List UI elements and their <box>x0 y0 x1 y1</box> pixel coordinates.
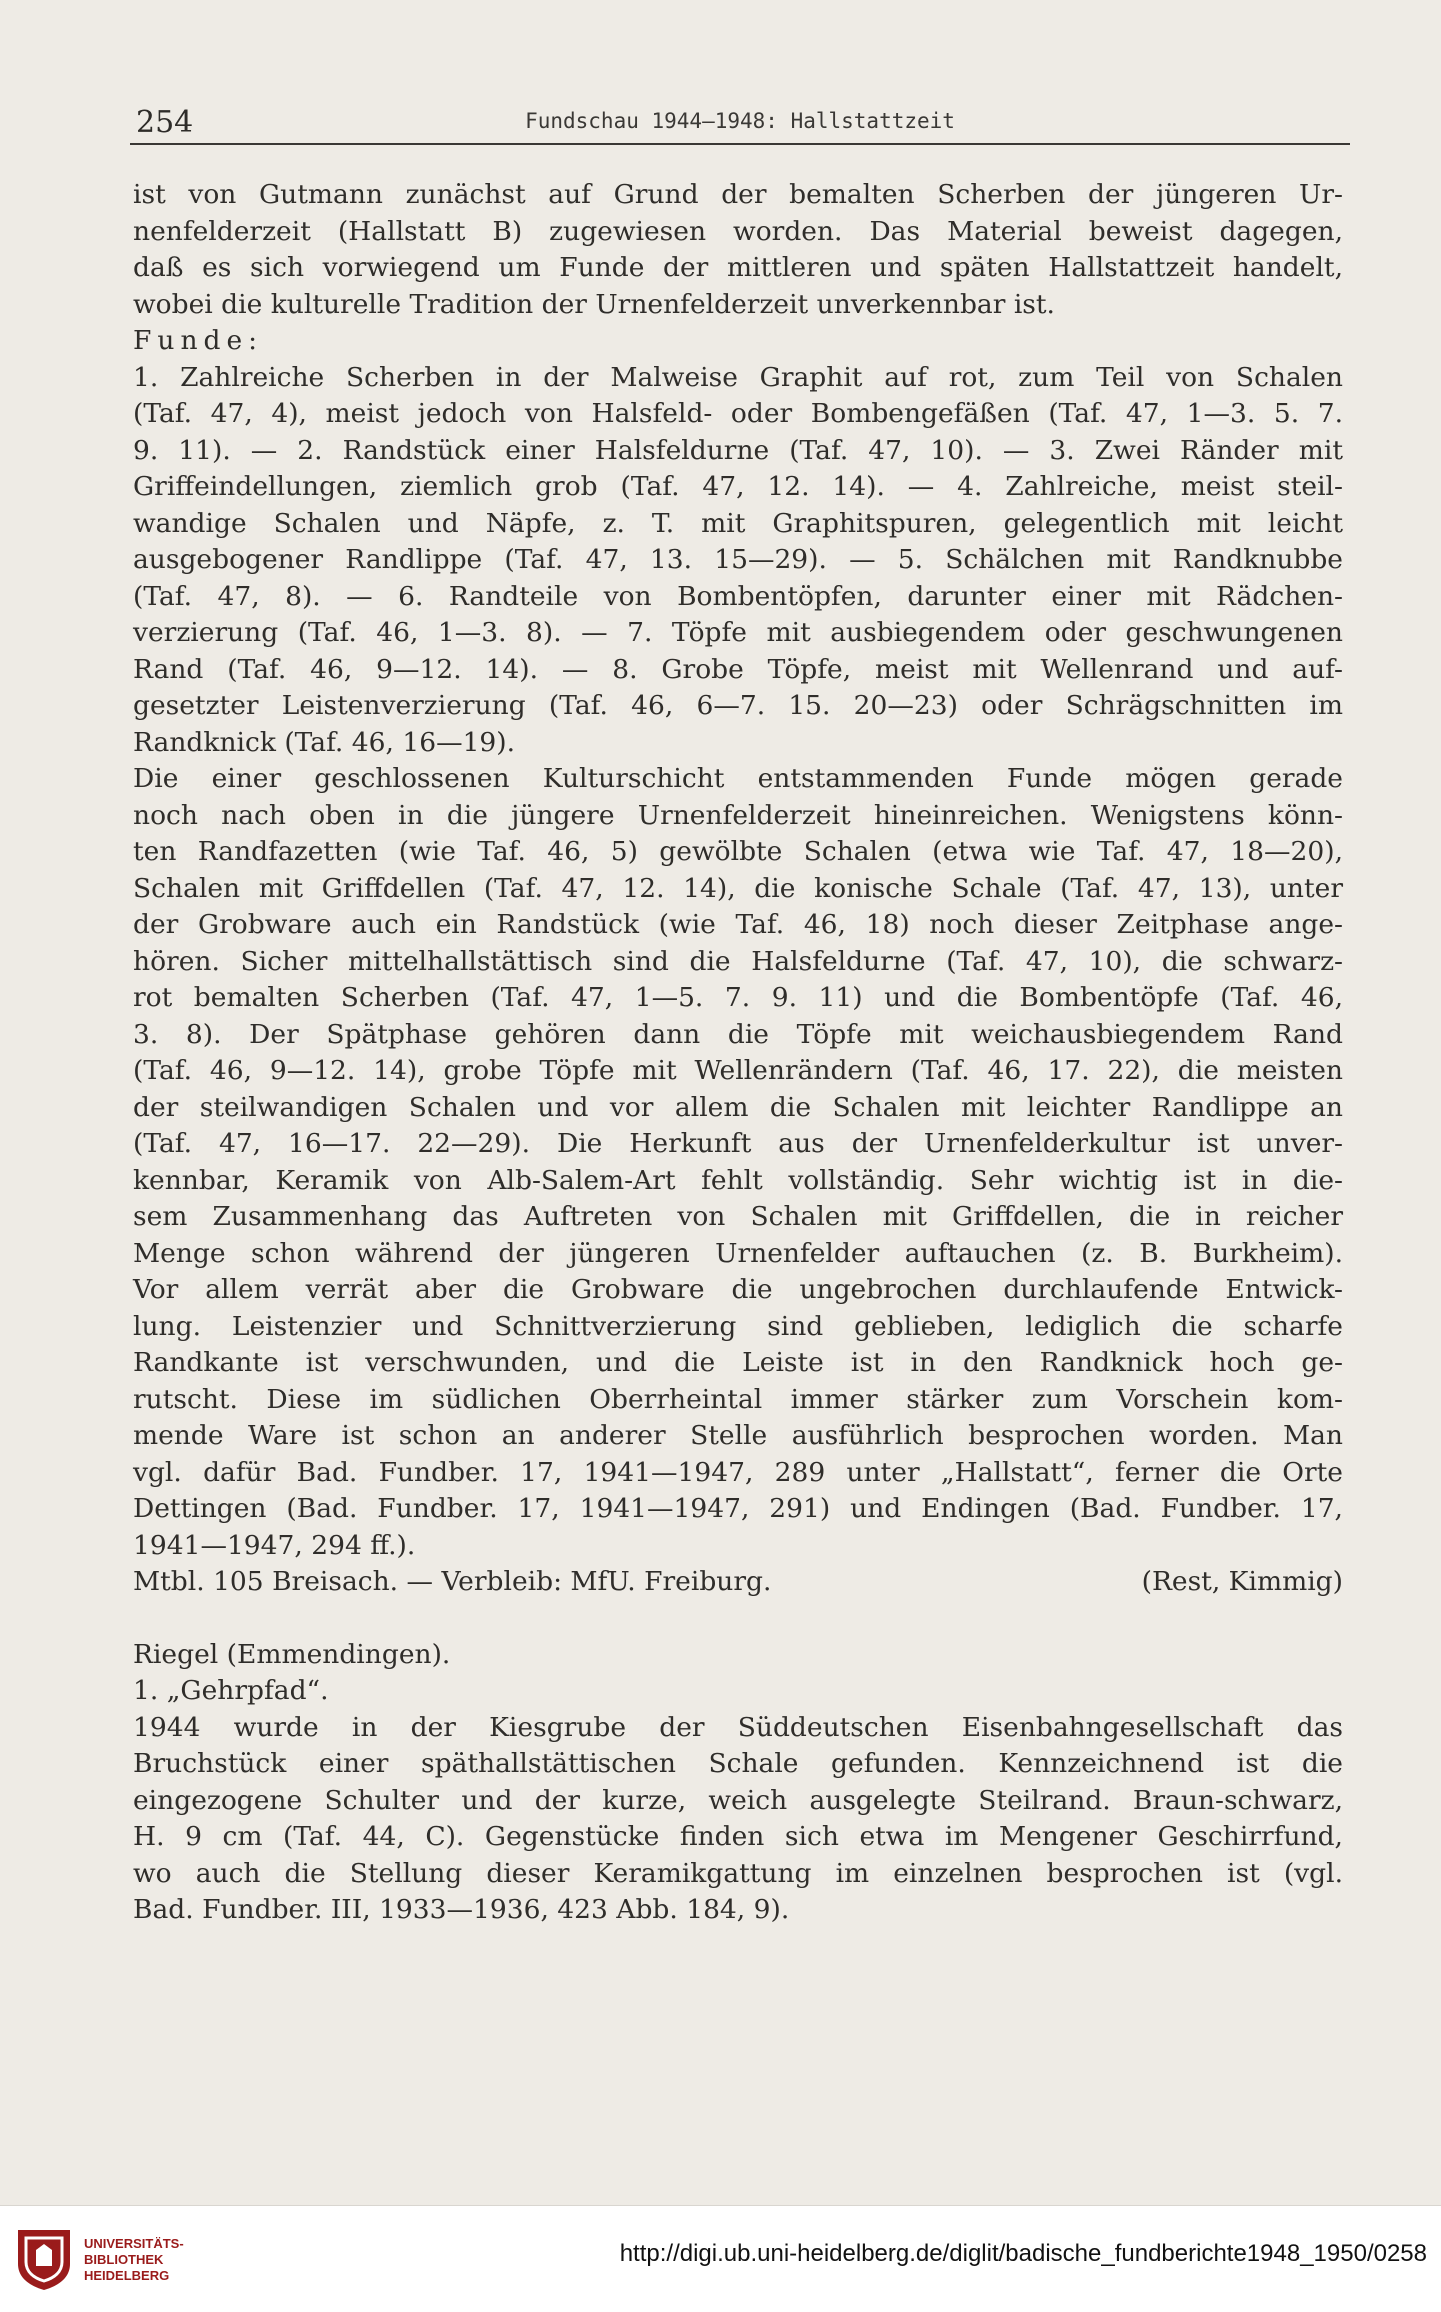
library-name <box>84 2236 184 2284</box>
text-line: (Taf. 47, 4), meist jedoch von Halsfeld- oder Bombengefäßen (Taf. 47, 1—3. 5. 7. <box>133 398 1343 429</box>
library-name-line: HEIDELBERG <box>84 2268 170 2283</box>
text-line: vgl. dafür Bad. Fundber. 17, 1941—1947, 289 unter „Hallstatt“, ferner die Orte <box>133 1456 1343 1488</box>
text-line: ist von Gutmann zunächst auf Grund der bemalten Scherben der jüngeren Ur- <box>133 179 1343 210</box>
text-line: 1944 wurde in der Kiesgrube der Süddeutschen Eisenbahngesellschaft das <box>133 1711 1343 1743</box>
text-line: Griffeindellungen, ziemlich grob (Taf. 47, 12. 14). — 4. Zahlreiche, meist steil- <box>133 471 1343 502</box>
text-line: 9. 11). — 2. Randstück einer Halsfeldurne (Taf. 47, 10). — 3. Zwei Ränder mit <box>133 434 1343 466</box>
page-number: 254 <box>136 105 194 140</box>
text-line: rot bemalten Scherben (Taf. 47, 1—5. 7. 9. 11) und die Bombentöpfe (Taf. 46, <box>133 982 1343 1013</box>
text-line: ten Randfazetten (wie Taf. 46, 5) gewölbte Schalen (etwa wie Taf. 47, 18—20), <box>133 836 1343 867</box>
text-line: der Grobware auch ein Randstück (wie Taf. 46, 18) noch dieser Zeitphase ange- <box>133 909 1343 940</box>
text-line: verzierung (Taf. 46, 1—3. 8). — 7. Töpfe mit ausbiegendem oder geschwungenen <box>133 617 1343 648</box>
text-line: ausgebogener Randlippe (Taf. 47, 13. 15—29). — 5. Schälchen mit Randknubbe <box>133 544 1343 575</box>
text-line: (Taf. 46, 9—12. 14), grobe Töpfe mit Wellenrändern (Taf. 46, 17. 22), die meisten <box>133 1055 1343 1086</box>
mtbl-reference: Mtbl. 105 Breisach. — Verbleib: MfU. Freiburg. <box>133 1566 772 1597</box>
text-line: Rand (Taf. 46, 9—12. 14). — 8. Grobe Töpfe, meist mit Wellenrand und auf- <box>133 653 1343 685</box>
riegel-heading: Riegel (Emmendingen). <box>133 1638 451 1670</box>
text-line: hören. Sicher mittelhallstättisch sind die Halsfeldurne (Taf. 47, 10), die schwarz- <box>133 945 1343 977</box>
riegel-section <box>133 1637 1343 1929</box>
text-line: Dettingen (Bad. Fundber. 17, 1941—1947, 291) und Endingen (Bad. Fundber. 17, <box>133 1493 1343 1524</box>
text-line: der steilwandigen Schalen und vor allem die Schalen mit leichter Randlippe an <box>133 1091 1343 1123</box>
funde-heading: Funde: <box>133 325 264 356</box>
text-line: Bad. Fundber. III, 1933—1936, 423 Abb. 184, 9). <box>133 1894 790 1925</box>
text-line: sem Zusammenhang das Auftreten von Schalen mit Griffdellen, die in reicher <box>133 1201 1343 1232</box>
discussion-paragraph <box>133 761 1343 1564</box>
text-line: daß es sich vorwiegend um Funde der mittleren und späten Hallstattzeit handelt, <box>133 252 1343 283</box>
text-line: (Taf. 47, 8). — 6. Randteile von Bombentöpfen, darunter einer mit Rädchen- <box>133 580 1343 612</box>
text-line: noch nach oben in die jüngere Urnenfelderzeit hineinreichen. Wenigstens könn- <box>133 799 1343 831</box>
funde-section <box>133 323 1343 761</box>
text-line: Schalen mit Griffdellen (Taf. 47, 12. 14), die konische Schale (Taf. 47, 13), unter <box>133 872 1343 904</box>
text-line: Randknick (Taf. 46, 16—19). <box>133 726 516 758</box>
text-line: 1. Zahlreiche Scherben in der Malweise Graphit auf rot, zum Teil von Schalen <box>133 361 1343 393</box>
text-line: gesetzter Leistenverzierung (Taf. 46, 6—7. 15. 20—23) oder Schrägschnitten im <box>133 690 1343 721</box>
text-line: eingezogene Schulter und der kurze, weich ausgelegte Steilrand. Braun-schwarz, <box>133 1784 1343 1816</box>
library-name-line: BIBLIOTHEK <box>84 2252 164 2267</box>
library-name-line: UNIVERSITÄTS- <box>84 2236 184 2251</box>
page-header <box>130 105 1350 145</box>
riegel-subheading: 1. „Gehrpfad“. <box>133 1675 329 1706</box>
footer-bar <box>0 2205 1441 2312</box>
text-line: kennbar, Keramik von Alb-Salem-Art fehlt vollständig. Sehr wichtig ist in die- <box>133 1164 1343 1196</box>
text-line: rutscht. Diese im südlichen Oberrheintal immer stärker zum Vorschein kom- <box>133 1383 1343 1415</box>
mtbl-line <box>133 1564 1343 1601</box>
text-line: 3. 8). Der Spätphase gehören dann die Töpfe mit weichausbiegendem Rand <box>133 1018 1343 1050</box>
intro-paragraph <box>133 177 1343 323</box>
text-line: Menge schon während der jüngeren Urnenfelder auftauchen (z. B. Burkheim). <box>133 1237 1343 1269</box>
text-line: Die einer geschlossenen Kulturschicht entstammenden Funde mögen gerade <box>133 763 1343 794</box>
text-line: wobei die kulturelle Tradition der Urnenfelderzeit unverkennbar ist. <box>133 288 1055 320</box>
university-seal-icon <box>14 2226 74 2292</box>
text-line: Randkante ist verschwunden, und die Leiste ist in den Randknick hoch ge- <box>133 1347 1343 1378</box>
text-line: (Taf. 47, 16—17. 22—29). Die Herkunft aus der Urnenfelderkultur ist unver- <box>133 1128 1343 1159</box>
text-line: Bruchstück einer späthallstättischen Schale gefunden. Kennzeichnend ist die <box>133 1748 1343 1779</box>
text-line: mende Ware ist schon an anderer Stelle ausführlich besprochen worden. Man <box>133 1420 1343 1451</box>
text-line: Vor allem verrät aber die Grobware die ungebrochen durchlaufende Entwick- <box>133 1274 1343 1305</box>
text-line: nenfelderzeit (Hallstatt B) zugewiesen worden. Das Material beweist dagegen, <box>133 215 1343 247</box>
text-line: wandige Schalen und Näpfe, z. T. mit Graphitspuren, gelegentlich mit leicht <box>133 507 1343 539</box>
text-line: H. 9 cm (Taf. 44, C). Gegenstücke finden sich etwa im Mengener Geschirrfund, <box>133 1821 1343 1852</box>
authors: (Rest, Kimmig) <box>1141 1566 1343 1597</box>
text-line: wo auch die Stellung dieser Keramikgattung im einzelnen besprochen ist (vgl. <box>133 1857 1343 1889</box>
running-title: Fundschau 1944—1948: Hallstattzeit <box>525 109 955 133</box>
text-line: 1941—1947, 294 ff.). <box>133 1529 416 1561</box>
section-gap <box>133 1601 1343 1637</box>
source-url[interactable]: http://digi.ub.uni-heidelberg.de/diglit/badische_fundberichte1948_1950/0258 <box>619 2240 1427 2267</box>
text-line: lung. Leistenzier und Schnittverzierung sind geblieben, lediglich die scharfe <box>133 1310 1343 1342</box>
body-text <box>133 177 1343 1929</box>
